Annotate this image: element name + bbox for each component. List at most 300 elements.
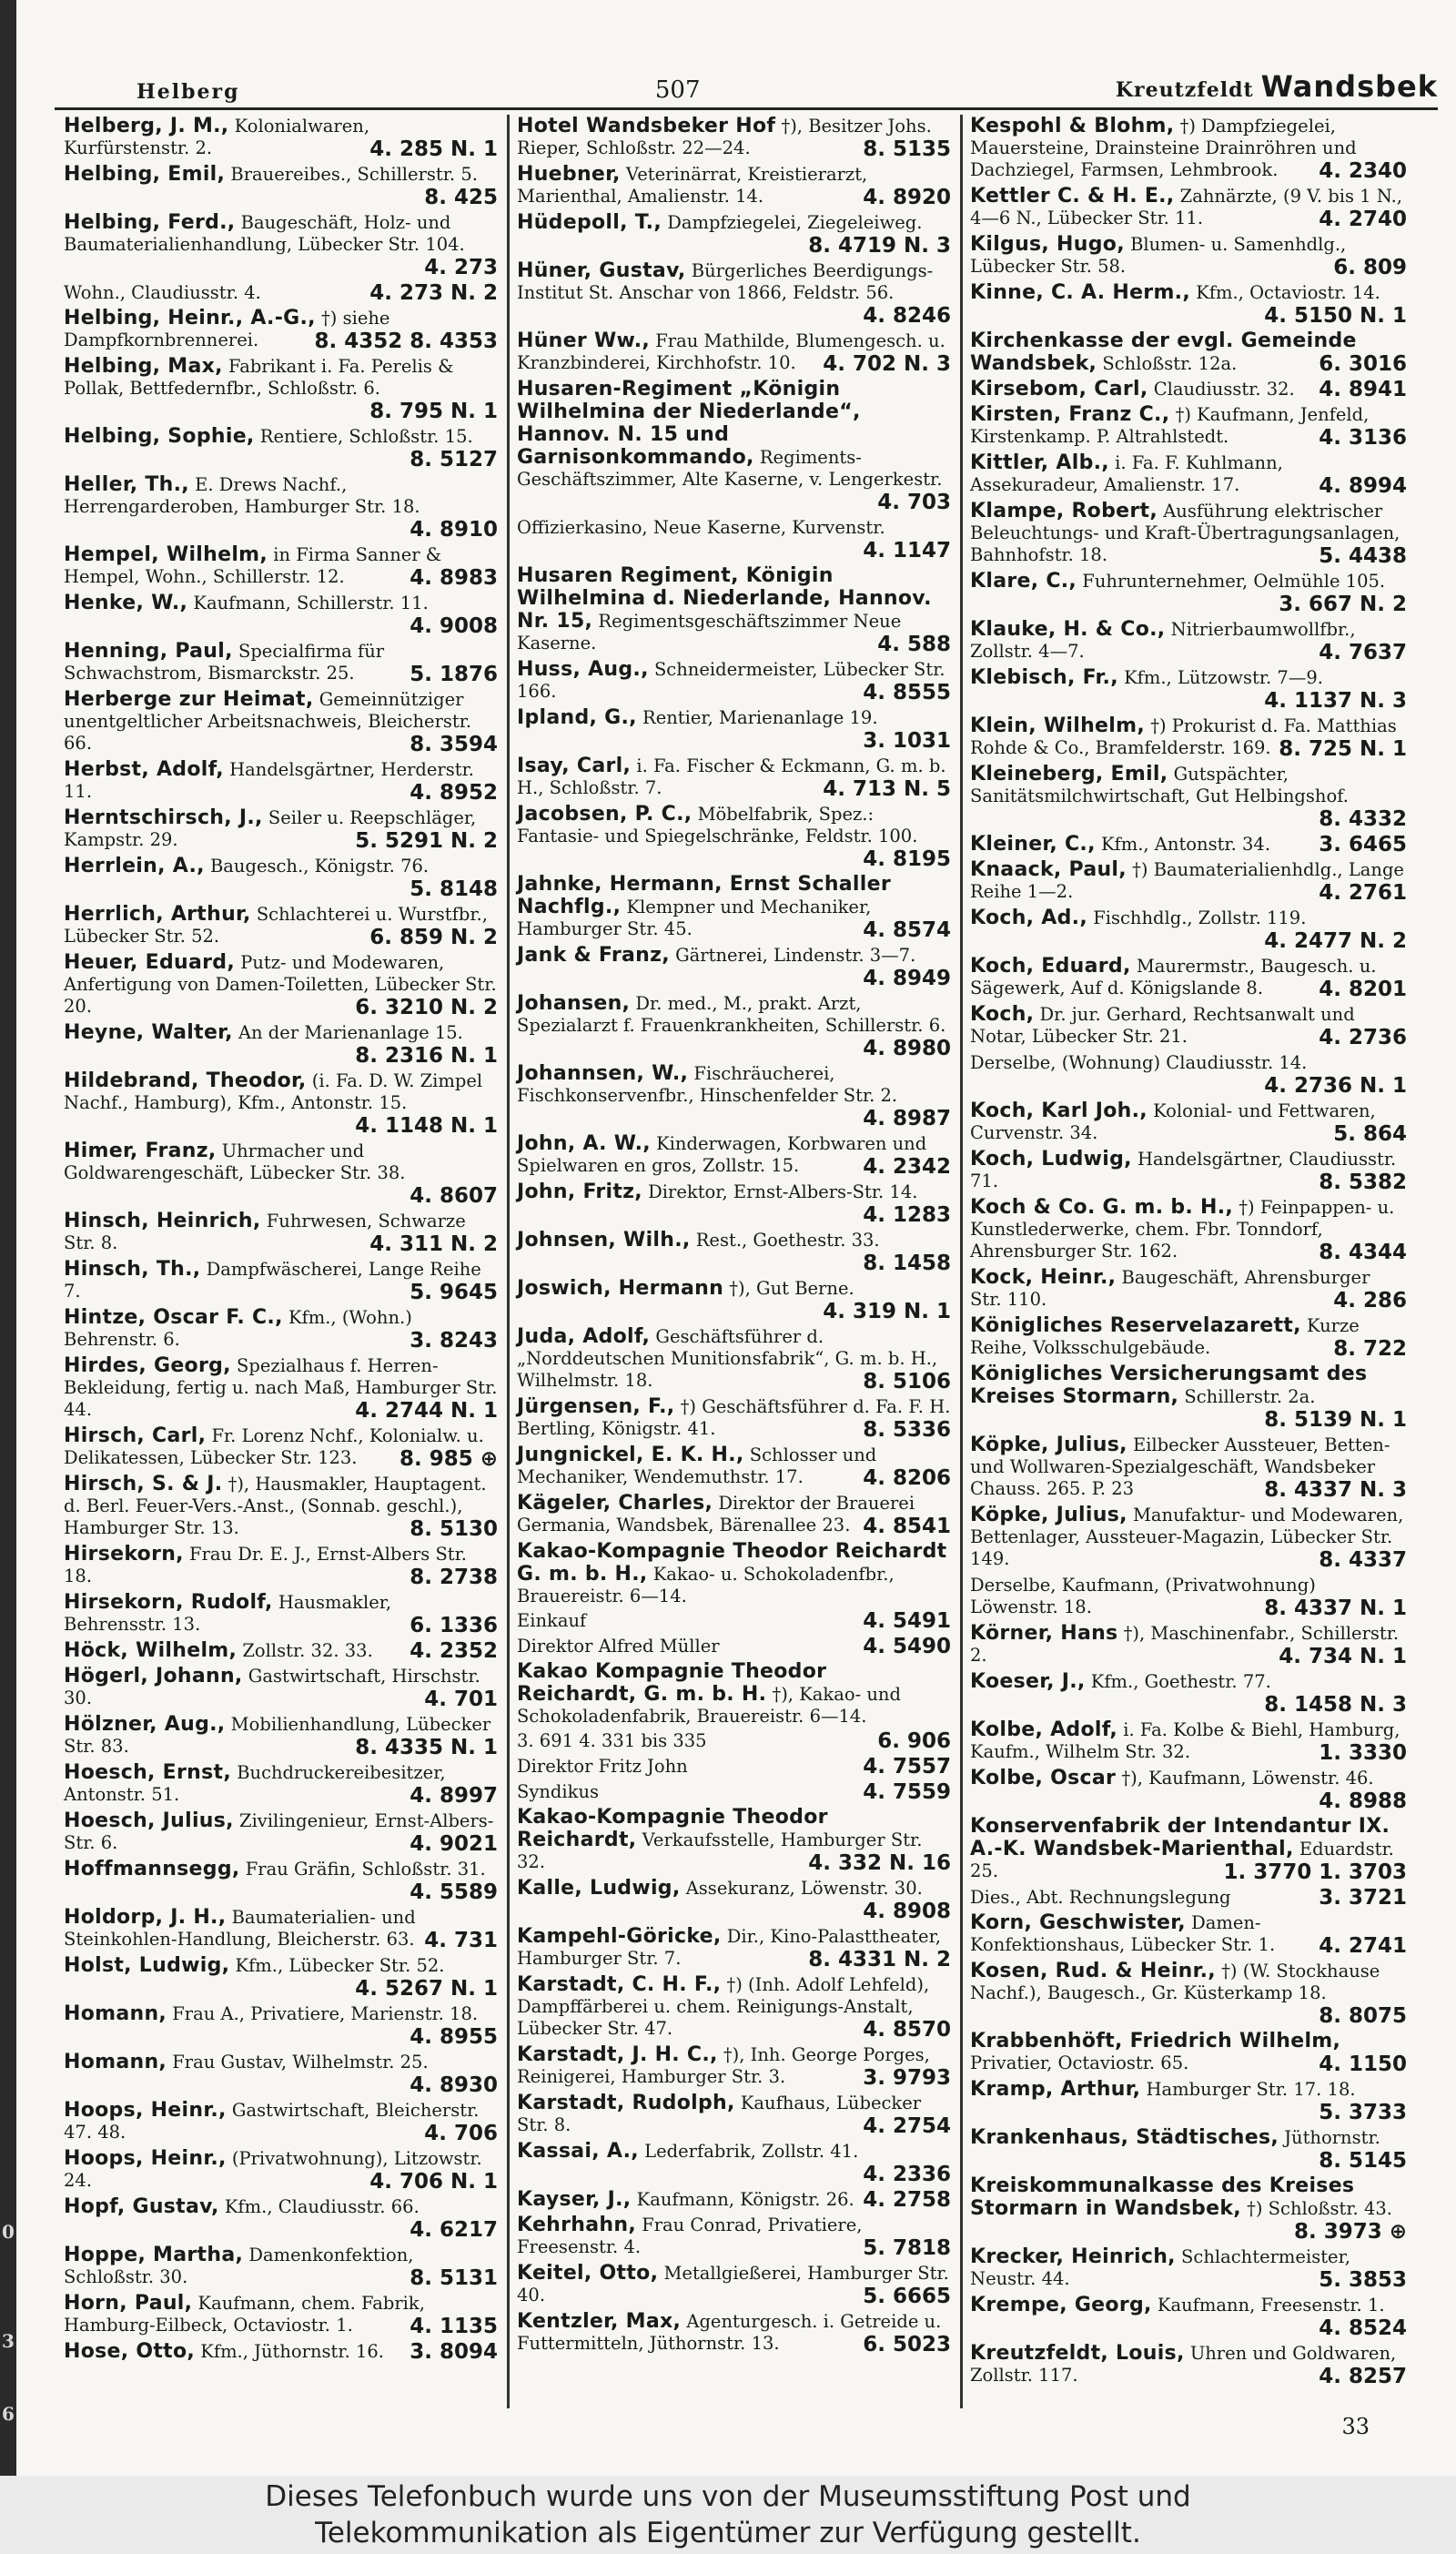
directory-entry xyxy=(970,1718,1407,1765)
entry-name: John, A. W., xyxy=(517,1132,651,1155)
entry-name: Koch, Eduard, xyxy=(970,955,1131,978)
entry-details: Derselbe, (Wohnung) Claudiusstr. 14. xyxy=(970,1052,1308,1073)
phone-number: 4. 713 N. 5 xyxy=(823,777,951,801)
phone-number: 4. 8195 xyxy=(863,847,951,871)
directory-entry xyxy=(517,944,951,990)
entry-name: Hirsch, Carl, xyxy=(64,1424,207,1447)
phone-number: 8. 4352 8. 4353 xyxy=(314,329,498,353)
phone-number: 4. 273 N. 2 xyxy=(369,281,498,305)
phone-number: 4. 9008 xyxy=(410,614,498,638)
directory-entry xyxy=(970,2294,1407,2340)
phone-number: 6. 5023 xyxy=(863,2333,951,2356)
edge-mark: 0 xyxy=(2,2221,15,2243)
entry-details: †) (Inh. Adolf Lehfeld), Dampffärberei u. chem. Reinigungs-Anstalt, Lübecker Str. 47. xyxy=(517,1974,930,2039)
phone-number: 6. 3016 xyxy=(1319,352,1407,376)
directory-entry xyxy=(517,1277,951,1323)
phone-number: 4. 2744 N. 1 xyxy=(355,1399,498,1423)
entry-details: (i. Fa. D. W. Zimpel Nachf., Hamburg), Kfm., Antonstr. 15. xyxy=(64,1070,483,1113)
entry-details: †), Gut Berne. xyxy=(729,1278,854,1299)
directory-columns xyxy=(56,115,1456,2408)
phone-number: 4. 706 N. 1 xyxy=(369,2170,498,2194)
phone-number: 6. 859 N. 2 xyxy=(369,926,498,949)
column-1 xyxy=(56,115,510,2408)
entry-name: Kosen, Rud. & Heinr., xyxy=(970,1960,1216,1982)
entry-name: Horn, Paul, xyxy=(64,2292,193,2315)
directory-entry xyxy=(970,833,1407,856)
directory-entry xyxy=(517,2092,951,2138)
entry-name: Heyne, Walter, xyxy=(64,1021,233,1044)
footer-line-1: Dieses Telefonbuch wurde uns von der Museumsstiftung Post und xyxy=(265,2480,1191,2513)
entry-name: Holdorp, J. H., xyxy=(64,1906,227,1929)
entry-details: Kakao- u. Schokoladenfbr., Brauereistr. 6—14. xyxy=(517,1564,895,1606)
entry-details: Dampfwäscherei, Lange Reihe 7. xyxy=(64,1259,481,1302)
entry-name: Henning, Paul, xyxy=(64,640,233,663)
entry-name: Husaren Regiment, Königin Wilhelmina d. Niederlande, Hannov. Nr. 15, xyxy=(517,564,932,633)
entry-name: Hirsekorn, Rudolf, xyxy=(64,1591,273,1614)
directory-entry xyxy=(517,516,951,562)
phone-number: 4. 8987 xyxy=(863,1107,951,1130)
phone-number: 4. 311 N. 2 xyxy=(369,1232,498,1256)
entry-name: Herntschirsch, J., xyxy=(64,806,263,829)
directory-entry xyxy=(64,1069,498,1138)
entry-details: †) siehe Dampfkornbrennerei. xyxy=(64,308,390,350)
directory-entry xyxy=(517,1492,951,1538)
phone-number: 8. 5127 xyxy=(410,448,498,471)
phone-number: 8. 5145 xyxy=(1319,2149,1407,2173)
entry-details: Wohn., Claudiusstr. 4. xyxy=(64,282,261,303)
column-3 xyxy=(963,115,1416,2408)
bottom-page-number: 33 xyxy=(1341,2414,1370,2439)
directory-entry xyxy=(970,2126,1407,2173)
phone-number: 4. 8983 xyxy=(410,566,498,590)
phone-number: 8. 4719 N. 3 xyxy=(808,234,951,258)
entry-name: Kolbe, Oscar xyxy=(970,1767,1117,1789)
entry-details: Baugeschäft, Holz- und Baumaterialienhandlung, Lübecker Str. 104. xyxy=(64,212,465,255)
phone-number: 4. 8930 xyxy=(410,2073,498,2097)
entry-details: Frau Gräfin, Schloßstr. 31. xyxy=(245,1859,486,1880)
phone-number: 3. 6465 xyxy=(1319,833,1407,856)
phone-number: 4. 706 xyxy=(424,2122,498,2145)
directory-entry xyxy=(517,1729,951,1753)
directory-entry xyxy=(970,763,1407,831)
phone-number: 4. 8607 xyxy=(410,1184,498,1208)
entry-name: Hölzner, Aug., xyxy=(64,1713,226,1736)
phone-number: 4. 5267 N. 1 xyxy=(355,1977,498,2001)
phone-number: 4. 8941 xyxy=(1319,378,1407,401)
entry-name: Hirdes, Georg, xyxy=(64,1354,231,1377)
directory-entry xyxy=(64,281,498,305)
phone-number: 1. 3770 1. 3703 xyxy=(1223,1860,1407,1884)
directory-entry xyxy=(517,564,951,656)
entry-name: Heuer, Eduard, xyxy=(64,951,235,974)
entry-name: Koch, xyxy=(970,1003,1035,1026)
entry-name: Hempel, Wilhelm, xyxy=(64,543,268,566)
directory-entry xyxy=(970,1196,1407,1264)
header-last-entry xyxy=(1116,69,1438,104)
phone-number: 5. 9645 xyxy=(410,1281,498,1304)
phone-number: 4. 8541 xyxy=(863,1515,951,1538)
directory-entry xyxy=(64,806,498,853)
entry-name: Joswich, Hermann xyxy=(517,1277,724,1300)
entry-details: Möbelfabrik, Spez.: Fantasie- und Spiegelschränke, Feldstr. 100. xyxy=(517,804,918,846)
phone-number: 4. 734 N. 1 xyxy=(1279,1645,1407,1668)
entry-details: Schlachtermeister, Neustr. 44. xyxy=(970,2246,1350,2289)
entry-name: Klebisch, Fr., xyxy=(970,666,1118,689)
phone-number: 6. 1336 xyxy=(410,1614,498,1637)
entry-name: Kilgus, Hugo, xyxy=(970,233,1125,256)
entry-details: Gärtnerei, Lindenstr. 3—7. xyxy=(675,945,916,966)
entry-name: Köpke, Julius, xyxy=(970,1434,1127,1456)
entry-details: Damenkonfektion, Schloßstr. 30. xyxy=(64,2245,414,2287)
phone-number: 8. 5106 xyxy=(863,1370,951,1394)
entry-details: Kaufmann, Freesenstr. 1. xyxy=(1157,2295,1385,2316)
directory-entry xyxy=(970,403,1407,450)
phone-number: 4. 332 N. 16 xyxy=(808,1851,951,1875)
phone-number: 4. 1147 xyxy=(863,539,951,562)
entry-details: Fuhrwesen, Schwarze Str. 8. xyxy=(64,1211,466,1253)
entry-name: Keitel, Otto, xyxy=(517,2262,659,2285)
directory-entry xyxy=(517,329,951,376)
entry-details: †), Besitzer Johs. Rieper, Schloßstr. 22—24. xyxy=(517,116,932,158)
entry-name: Huebner, xyxy=(517,163,621,186)
directory-entry xyxy=(970,1003,1407,1049)
entry-details: Zollstr. 32. 33. xyxy=(242,1640,373,1661)
phone-number: 5. 7818 xyxy=(863,2236,951,2260)
phone-number: 4. 8574 xyxy=(863,918,951,942)
phone-number: 4. 5491 xyxy=(863,1609,951,1633)
entry-details: Putz- und Modewaren, Anfertigung von Damen-Toiletten, Lübecker Str. 20. xyxy=(64,952,497,1017)
directory-entry xyxy=(517,1325,951,1394)
entry-name: Krecker, Heinrich, xyxy=(970,2245,1176,2268)
entry-details: Derselbe, Kaufmann, (Privatwohnung) Löwenstr. 18. xyxy=(970,1575,1316,1617)
phone-number: 6. 906 xyxy=(877,1729,951,1753)
directory-entry xyxy=(970,1767,1407,1813)
entry-name: Henke, W., xyxy=(64,592,188,614)
entry-details: †) Geschäftsführer d. Fa. F. H. Bertling, Königstr. 41. xyxy=(517,1396,951,1439)
directory-entry xyxy=(517,2214,951,2260)
entry-details: (Privatwohnung), Litzowstr. 24. xyxy=(64,2148,482,2191)
directory-entry xyxy=(517,1806,951,1875)
phone-number: 4. 8555 xyxy=(863,681,951,704)
directory-entry xyxy=(517,755,951,801)
directory-entry xyxy=(64,1424,498,1471)
entry-name: Korn, Geschwister, xyxy=(970,1911,1186,1934)
entry-details: Regiments-Geschäftszimmer, Alte Kaserne, v. Lengerkestr. xyxy=(517,447,943,490)
entry-name: Hoops, Heinr., xyxy=(64,2099,227,2122)
entry-details: Dr. med., M., prakt. Arzt, Spezialarzt f. Frauenkrankheiten, Schillerstr. 6. xyxy=(517,993,946,1036)
phone-number: 4. 8980 xyxy=(863,1037,951,1060)
entry-details: Assekuranz, Löwenstr. 30. xyxy=(685,1878,923,1899)
phone-number: 4. 1283 xyxy=(863,1203,951,1227)
directory-entry xyxy=(517,211,951,258)
entry-details: Frau Gustav, Wilhelmstr. 25. xyxy=(172,2052,429,2073)
entry-details: Dampfziegelei, Ziegeleiweg. xyxy=(667,212,923,233)
directory-entry xyxy=(517,2043,951,2090)
entry-details: Rentiere, Schloßstr. 15. xyxy=(259,426,473,447)
directory-entry xyxy=(64,543,498,590)
directory-entry xyxy=(64,355,498,423)
entry-name: Hüner, Gustav, xyxy=(517,259,686,282)
entry-details: Frau Dr. E. J., Ernst-Albers Str. 18. xyxy=(64,1544,468,1586)
phone-number: 3. 9793 xyxy=(863,2066,951,2090)
entry-details: †) Baumaterialienhdlg., Lange Reihe 1—2. xyxy=(970,859,1404,902)
entry-name: Knaack, Paul, xyxy=(970,858,1127,881)
phone-number: 4. 1135 xyxy=(410,2315,498,2338)
phone-number: 1. 3330 xyxy=(1319,1741,1407,1765)
entry-name: Hirsch, S. & J. xyxy=(64,1473,223,1495)
archive-footer xyxy=(0,2476,1456,2554)
directory-entry xyxy=(517,1755,951,1779)
entry-details: Dies., Abt. Rechnungslegung xyxy=(970,1887,1231,1908)
directory-entry xyxy=(517,2262,951,2308)
directory-entry xyxy=(970,1886,1407,1910)
directory-entry xyxy=(517,873,951,942)
edge-mark: 3 xyxy=(2,2330,15,2352)
directory-entry xyxy=(970,281,1407,328)
entry-details: Dr. jur. Gerhard, Rechtsanwalt und Notar, Lübecker Str. 21. xyxy=(970,1004,1355,1047)
directory-entry xyxy=(970,1574,1407,1620)
entry-details: i. Fa. Kolbe & Biehl, Hamburg, Kaufm., Wilhelm Str. 32. xyxy=(970,1719,1400,1762)
entry-details: Zivilingenieur, Ernst-Albers-Str. 6. xyxy=(64,1810,494,1853)
entry-details: Direktor Fritz John xyxy=(517,1756,688,1777)
header-first-entry: Helberg xyxy=(136,80,240,104)
entry-details: Kfm., Antonstr. 34. xyxy=(1100,834,1271,855)
entry-details: Schillerstr. 2a. xyxy=(1184,1386,1316,1407)
entry-details: Specialfirma für Schwachstrom, Bismarckstr. 25. xyxy=(64,641,385,684)
entry-details: Kfm., Claudiusstr. 66. xyxy=(224,2196,420,2217)
entry-details: Kolonialwaren, Kurfürstenstr. 2. xyxy=(64,116,370,158)
directory-entry xyxy=(970,1815,1407,1884)
entry-details: Direktor Alfred Müller xyxy=(517,1636,720,1657)
entry-details: Hausmakler, Behrensstr. 13. xyxy=(64,1592,392,1635)
directory-entry xyxy=(517,1925,951,1971)
phone-number: 8. 725 N. 1 xyxy=(1279,737,1407,761)
entry-details: i. Fa. Fischer & Eckmann, G. m. b. H., Schloßstr. 7. xyxy=(517,755,946,798)
entry-name: Kehrhahn, xyxy=(517,2214,636,2236)
entry-details: Uhren und Goldwaren, Zollstr. 117. xyxy=(970,2343,1397,2386)
directory-entry xyxy=(64,1306,498,1353)
directory-entry xyxy=(64,1906,498,1952)
directory-entry xyxy=(970,329,1407,376)
entry-name: Huss, Aug., xyxy=(517,658,649,681)
directory-entry xyxy=(64,1543,498,1589)
entry-name: Hoppe, Martha, xyxy=(64,2244,244,2266)
directory-entry xyxy=(970,955,1407,1001)
directory-entry xyxy=(64,1473,498,1541)
entry-details: Gastwirtschaft, Bleicherstr. 47. 48. xyxy=(64,2100,480,2143)
entry-name: Königliches Versicherungsamt des Kreises Stormarn, xyxy=(970,1363,1368,1408)
directory-entry xyxy=(64,2292,498,2338)
phone-number: 8. 722 xyxy=(1333,1337,1407,1361)
entry-details: Kinderwagen, Korbwaren und Spielwaren en gros, Zollstr. 15. xyxy=(517,1133,927,1176)
entry-name: Homann, xyxy=(64,2002,167,2025)
directory-entry xyxy=(517,1973,951,2042)
phone-number: 8. 4337 N. 3 xyxy=(1264,1478,1407,1502)
entry-details: Handelsgärtner, Claudiusstr. 71. xyxy=(970,1149,1397,1191)
phone-number: 4. 8955 xyxy=(410,2025,498,2049)
phone-number: 8. 5336 xyxy=(863,1418,951,1442)
edge-mark: 6 xyxy=(2,2403,15,2425)
directory-entry xyxy=(64,2051,498,2097)
entry-name: Herrlich, Arthur, xyxy=(64,903,251,926)
directory-entry xyxy=(970,500,1407,568)
entry-details: Direktor, Ernst-Albers-Str. 14. xyxy=(648,1181,918,1202)
phone-number: 8. 5131 xyxy=(410,2266,498,2290)
entry-name: Kentzler, Max, xyxy=(517,2310,682,2333)
entry-name: Karstadt, J. H. C., xyxy=(517,2043,718,2066)
directory-entry xyxy=(970,618,1407,664)
entry-name: Kirsten, Franz C., xyxy=(970,403,1170,426)
entry-name: Hopf, Gustav, xyxy=(64,2195,219,2218)
entry-details: Regimentsgeschäftszimmer Neue Kaserne. xyxy=(517,611,902,654)
phone-number: 4. 8952 xyxy=(410,781,498,805)
directory-entry xyxy=(64,1210,498,1256)
phone-number: 4. 7559 xyxy=(863,1780,951,1804)
entry-details: Frau A., Privatiere, Marienstr. 18. xyxy=(172,2003,479,2024)
phone-number: 4. 702 N. 3 xyxy=(823,352,951,376)
entry-name: Kreutzfeldt, Louis, xyxy=(970,2342,1185,2365)
directory-entry xyxy=(64,758,498,805)
entry-details: Seiler u. Reepschläger, Kampstr. 29. xyxy=(64,807,477,850)
entry-name: Jank & Franz, xyxy=(517,944,670,967)
directory-entry xyxy=(970,115,1407,183)
phone-number: 8. 3973 ⊕ xyxy=(1293,2220,1407,2244)
entry-details: Fabrikant i. Fa. Perelis & Pollak, Bettfedernfbr., Schloßstr. 6. xyxy=(64,356,454,399)
entry-details: Frau Conrad, Privatiere, Freesenstr. 4. xyxy=(517,2214,863,2257)
entry-details: Kfm., Octaviostr. 14. xyxy=(1196,282,1380,303)
phone-number: 8. 1458 xyxy=(863,1252,951,1275)
entry-details: Rentier, Marienanlage 19. xyxy=(642,707,878,728)
entry-details: †), Kakao- und Schokoladenfabrik, Brauereistr. 6—14. xyxy=(517,1684,901,1727)
page-header xyxy=(136,62,1438,104)
entry-name: Hoffmannsegg, xyxy=(64,1858,240,1880)
phone-number: 4. 2336 xyxy=(863,2163,951,2186)
entry-details: Handelsgärtner, Herderstr. 11. xyxy=(64,759,474,802)
phone-number: 4. 8910 xyxy=(410,518,498,542)
directory-entry xyxy=(64,2099,498,2145)
phone-number: 8. 4337 N. 1 xyxy=(1264,1596,1407,1620)
directory-entry xyxy=(970,378,1407,401)
entry-name: Kramp, Arthur, xyxy=(970,2078,1141,2101)
entry-name: Isay, Carl, xyxy=(517,755,632,777)
phone-number: 8. 4335 N. 1 xyxy=(355,1736,498,1759)
phone-number: 4. 2477 N. 2 xyxy=(1264,929,1407,953)
directory-entry xyxy=(517,115,951,161)
phone-number: 8. 4337 xyxy=(1319,1548,1407,1572)
phone-number: 4. 2754 xyxy=(863,2114,951,2138)
directory-entry xyxy=(517,1635,951,1658)
directory-entry xyxy=(970,907,1407,953)
phone-number: 5. 3733 xyxy=(1319,2101,1407,2124)
entry-name: Krankenhaus, Städtisches, xyxy=(970,2126,1279,2149)
entry-name: Kreiskommunalkasse des Kreises Stormarn in Wandsbek, xyxy=(970,2174,1355,2220)
entry-details: Rest., Goethestr. 33. xyxy=(695,1230,880,1251)
phone-number: 5. 1876 xyxy=(410,663,498,686)
directory-entry xyxy=(517,658,951,704)
entry-details: Schloßstr. 12a. xyxy=(1102,353,1238,374)
phone-number: 8. 8075 xyxy=(1319,2004,1407,2028)
entry-name: Homann, xyxy=(64,2051,167,2073)
entry-details: i. Fa. F. Kuhlmann, Assekuradeur, Amalienstr. 17. xyxy=(970,452,1283,495)
entry-name: Holst, Ludwig, xyxy=(64,1954,230,1977)
phone-number: 8. 795 N. 1 xyxy=(369,400,498,423)
directory-entry xyxy=(970,1266,1407,1312)
entry-details: Fuhrunternehmer, Oelmühle 105. xyxy=(1082,571,1386,592)
entry-details: Blumen- u. Samenhdlg., Lübecker Str. 58. xyxy=(970,234,1347,277)
directory-entry xyxy=(517,1877,951,1923)
entry-name: Kirsebom, Carl, xyxy=(970,378,1148,400)
entry-name: Hirsekorn, xyxy=(64,1543,184,1566)
phone-number: 8. 2738 xyxy=(410,1566,498,1589)
entry-details: Kfm., Jüthornstr. 16. xyxy=(200,2341,384,2362)
entry-details: Kaufmann, Königstr. 26. xyxy=(636,2189,854,2210)
entry-details: in Firma Sanner & Hempel, Wohn., Schillerstr. 12. xyxy=(64,544,442,587)
entry-name: Himer, Franz, xyxy=(64,1140,217,1162)
entry-name: Klein, Wilhelm, xyxy=(970,715,1145,737)
phone-number: 4. 2342 xyxy=(863,1155,951,1179)
entry-name: Klare, C., xyxy=(970,570,1077,593)
entry-name: Kolbe, Adolf, xyxy=(970,1718,1118,1741)
directory-entry xyxy=(517,1444,951,1490)
phone-number: 4. 2736 N. 1 xyxy=(1264,1074,1407,1098)
directory-entry xyxy=(64,1258,498,1304)
entry-name: Klauke, H. & Co., xyxy=(970,618,1166,641)
phone-number: 4. 3136 xyxy=(1319,426,1407,450)
entry-name: Koch, Karl Joh., xyxy=(970,1100,1148,1122)
entry-name: Hose, Otto, xyxy=(64,2340,196,2363)
phone-number: 4. 5150 N. 1 xyxy=(1264,304,1407,328)
directory-entry xyxy=(517,1780,951,1804)
entry-name: Hinsch, Th., xyxy=(64,1258,201,1281)
phone-number: 4. 8949 xyxy=(863,967,951,990)
phone-number: 4. 5589 xyxy=(410,1880,498,1904)
entry-details: †) Feinpappen- u. Kunstlederwerke, chem. Fbr. Tonndorf, Ahrensburger Str. 162. xyxy=(970,1197,1395,1262)
entry-name: Krabbenhöft, Friedrich Wilhelm, xyxy=(970,2030,1341,2052)
phone-number: 8. 985 ⊕ xyxy=(399,1447,498,1471)
header-page-number: 507 xyxy=(654,76,701,104)
phone-number: 4. 2340 xyxy=(1319,159,1407,183)
entry-name: Herbst, Adolf, xyxy=(64,758,224,781)
directory-entry xyxy=(970,858,1407,905)
entry-details: E. Drews Nachf., Herrengarderoben, Hamburger Str. 18. xyxy=(64,474,420,517)
entry-details: Schneidermeister, Lübecker Str. 166. xyxy=(517,659,945,702)
phone-number: 5. 3853 xyxy=(1319,2268,1407,2292)
entry-details: Fr. Lorenz Nchf., Kolonialw. u. Delikatessen, Lübecker Str. 123. xyxy=(64,1425,484,1468)
phone-number: 4. 8524 xyxy=(1319,2316,1407,2340)
entry-details: 3. 691 4. 331 bis 335 xyxy=(517,1730,707,1751)
entry-name: Koch, Ludwig, xyxy=(970,1148,1132,1171)
phone-number: 5. 8148 xyxy=(410,877,498,901)
directory-entry xyxy=(64,688,498,756)
directory-entry xyxy=(970,715,1407,761)
phone-number: 5. 4438 xyxy=(1319,544,1407,568)
entry-name: Kakao Kompagnie Theodor Reichardt, G. m. b. H. xyxy=(517,1660,827,1706)
phone-number: 4. 8988 xyxy=(1319,1789,1407,1813)
directory-entry xyxy=(517,1132,951,1179)
directory-entry xyxy=(970,451,1407,498)
entry-details: Baugesch., Königstr. 76. xyxy=(209,856,430,877)
phone-number: 4. 2758 xyxy=(863,2188,951,2212)
directory-entry xyxy=(517,2310,951,2356)
phone-number: 4. 703 xyxy=(877,491,951,514)
entry-details: Uhrmacher und Goldwarengeschäft, Lübecker Str. 38. xyxy=(64,1140,406,1183)
entry-details: Brauereibes., Schillerstr. 5. xyxy=(230,164,478,185)
directory-entry xyxy=(64,163,498,209)
directory-entry xyxy=(970,2245,1407,2292)
phone-number: 4. 8257 xyxy=(1319,2365,1407,2388)
entry-details: Direktor der Brauerei Germania, Wandsbek, Bärenallee 23. xyxy=(517,1493,915,1535)
entry-details: Frau Mathilde, Blumengesch. u. Kranzbinderei, Kirchhofstr. 10. xyxy=(517,330,945,373)
